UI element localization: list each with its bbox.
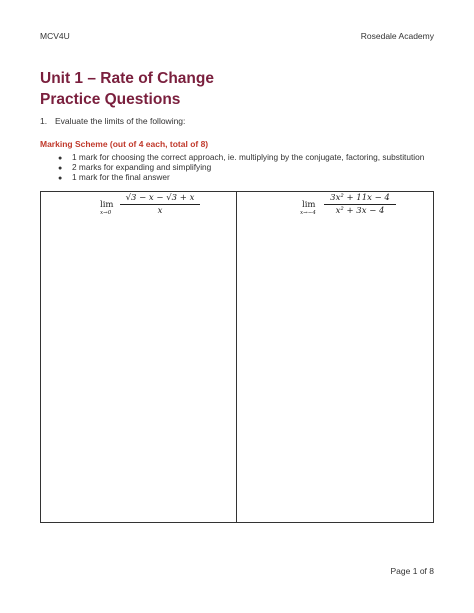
lim-label: lim: [100, 200, 114, 210]
lim-approach: x→0: [100, 210, 112, 216]
title-line-2: Practice Questions: [40, 91, 181, 108]
question-1: [40, 116, 185, 126]
bullet-icon: ●: [58, 175, 63, 183]
lim-label: lim: [302, 200, 316, 210]
page-title: [40, 68, 214, 110]
limit-problem-2: [296, 193, 406, 219]
list-item: ● 1 mark for choosing the correct approach, ie. multiplying by the conjugate, factoring, substitution: [58, 152, 424, 162]
limit-problem-1: [94, 193, 204, 219]
marking-scheme-list: [58, 152, 424, 183]
school-name: Rosedale Academy: [360, 31, 434, 41]
title-line-1: Unit 1 – Rate of Change: [40, 70, 214, 87]
limit-numerator: 3x² + 11x − 4: [330, 193, 390, 203]
page-number: Page 1 of 8: [390, 566, 434, 576]
list-item: ● 2 marks for expanding and simplifying: [58, 162, 424, 172]
question-text: Evaluate the limits of the following:: [55, 116, 186, 126]
answer-box: [40, 191, 434, 523]
bullet-icon: ●: [58, 165, 63, 173]
list-item: ● 1 mark for the final answer: [58, 172, 424, 182]
bullet-icon: ●: [58, 155, 63, 162]
fraction-bar: [120, 204, 200, 205]
fraction-bar: [324, 204, 396, 205]
course-code: MCV4U: [40, 31, 70, 41]
limit-numerator: √3 − x − √3 + x: [125, 193, 195, 203]
limit-denominator: x² + 3x − 4: [335, 206, 385, 216]
answer-box-divider: [236, 191, 237, 523]
marking-scheme-title: Marking Scheme (out of 4 each, total of 8): [40, 139, 209, 149]
lim-approach: x→−4: [300, 210, 316, 216]
limit-denominator: x: [157, 206, 163, 216]
question-number: 1.: [40, 116, 48, 126]
